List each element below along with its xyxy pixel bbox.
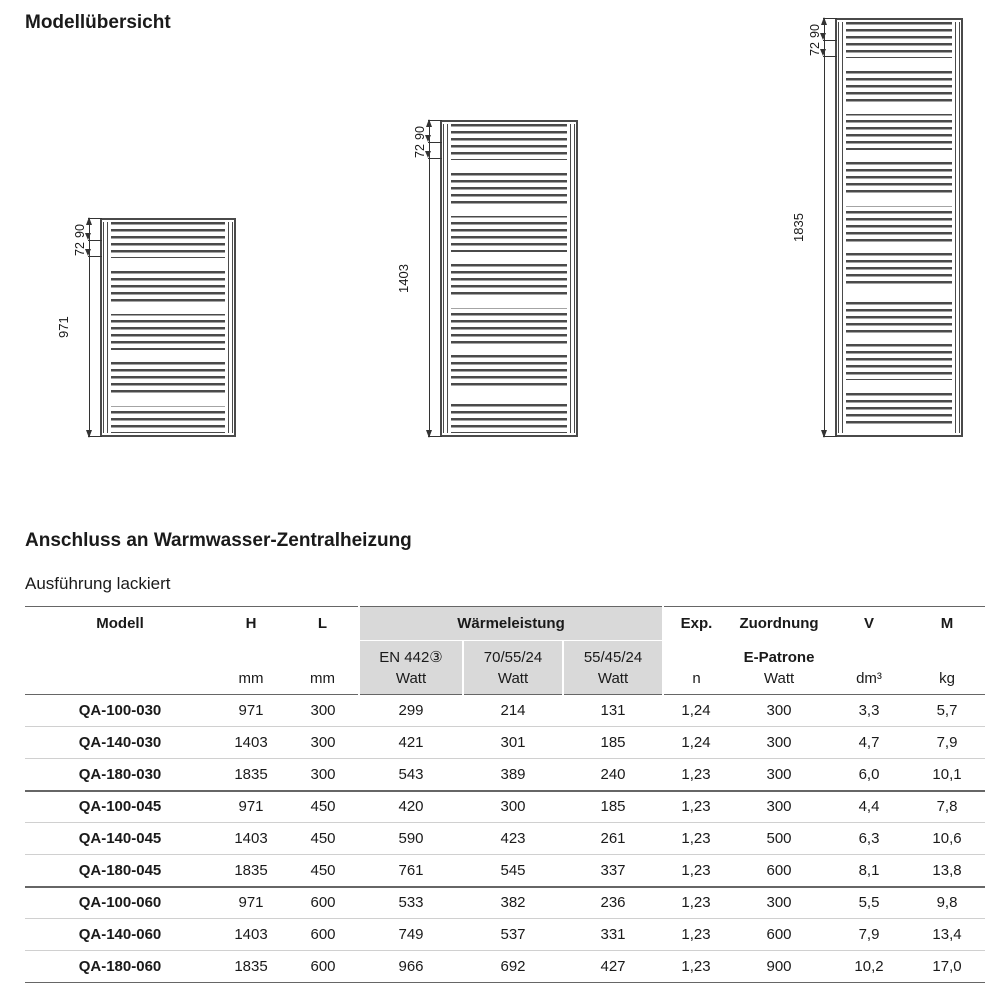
col-header-v: V [864,615,875,633]
col-unit-m-kg: kg [939,670,955,687]
model-name: QA-180-060 [25,951,215,983]
col-subheader-epatrone: E-Patrone Watt [743,649,815,687]
dimension-label-height: 1835 [791,213,806,242]
height-dimension-line [429,120,430,437]
section-title: Anschluss an Warmwasser-Zentralheizung [25,530,412,551]
extension-line [88,436,102,437]
extension-line [428,142,442,143]
radiator-drawing-large [791,18,963,437]
radiator-side-tube-right [955,22,960,433]
extension-line [428,158,442,159]
table-header [25,607,985,695]
model-name: QA-180-030 [25,759,215,791]
table-row: QA-140-030 1403 300 421 301 185 1,24 300 4,7 7,9 [25,727,985,759]
col-header-h: H [245,615,257,633]
extension-line [823,40,837,41]
radiator-side-tube-right [228,222,233,433]
col-unit-l-mm: mm [310,670,335,687]
col-unit-v-dm3: dm³ [856,670,882,687]
radiator-rungs [111,222,225,433]
radiator-side-tube-left [103,222,108,433]
model-name: QA-140-030 [25,727,215,759]
page-title: Modellübersicht [25,12,171,33]
model-name: QA-140-045 [25,823,215,855]
col-header-modell: Modell [96,615,144,633]
table-row: QA-100-045 971 450 420 300 185 1,23 300 4,4 7,8 [25,791,985,823]
radiator-side-tube-left [443,124,448,433]
finish-subtitle: Ausführung lackiert [25,574,171,593]
radiator-rungs [846,22,952,433]
model-name: QA-140-060 [25,919,215,951]
table-row: QA-180-060 1835 600 966 692 427 1,23 900 10,2 17,0 [25,951,985,983]
table-row: QA-100-060 971 600 533 382 236 1,23 300 5,5 9,8 [25,887,985,919]
model-overview-drawings [0,24,1000,500]
col-header-exp: Exp. [680,615,713,633]
model-name: QA-100-060 [25,887,215,919]
col-unit-empty [25,641,215,695]
extension-line [823,18,837,19]
dimension-label-top: 90 [73,224,87,238]
extension-line [88,240,102,241]
model-name: QA-100-045 [25,791,215,823]
col-header-waermeleistung: Wärmeleistung [359,607,663,641]
table-row: QA-180-045 1835 450 761 545 337 1,23 600 8,1 13,8 [25,855,985,887]
dimension-label-height: 1403 [396,264,411,293]
radiator-drawing-medium [396,120,578,437]
extension-line [823,56,837,57]
extension-line [428,120,442,121]
col-header-l: L [317,615,328,633]
extension-line [88,256,102,257]
spec-table [25,606,985,983]
col-header-m: M [940,615,954,633]
col-subheader-70-55-24: 70/55/24 Watt [463,641,563,695]
radiator-drawing-small [56,218,236,437]
radiator-side-tube-right [570,124,575,433]
col-header-zuordnung: Zuordnung [739,615,819,633]
dimension-label-mid: 72 [73,242,87,256]
dimension-label-mid: 72 [808,42,822,56]
col-subheader-en442: EN 442③ Watt [359,641,463,695]
table-row: QA-180-030 1835 300 543 389 240 1,23 300 6,0 10,1 [25,759,985,791]
model-name: QA-180-045 [25,855,215,887]
radiator-rungs [451,124,567,433]
extension-line [88,218,102,219]
table-row: QA-140-045 1403 450 590 423 261 1,23 500 6,3 10,6 [25,823,985,855]
dimension-label-mid: 72 [413,144,427,158]
dimension-label-top: 90 [413,126,427,140]
extension-line [823,436,837,437]
col-subheader-55-45-24: 55/45/24 Watt [563,641,663,695]
col-unit-exp-n: n [692,670,701,687]
extension-line [428,436,442,437]
radiator-side-tube-left [838,22,843,433]
height-dimension-line [824,18,825,437]
table-row: QA-100-030 971 300 299 214 131 1,24 300 3,3 5,7 [25,695,985,727]
table-body [25,695,985,983]
table-row: QA-140-060 1403 600 749 537 331 1,23 600 7,9 13,4 [25,919,985,951]
col-unit-h-mm: mm [238,670,264,687]
dimension-label-top: 90 [808,24,822,38]
dimension-label-height: 971 [56,316,71,339]
model-name: QA-100-030 [25,695,215,727]
